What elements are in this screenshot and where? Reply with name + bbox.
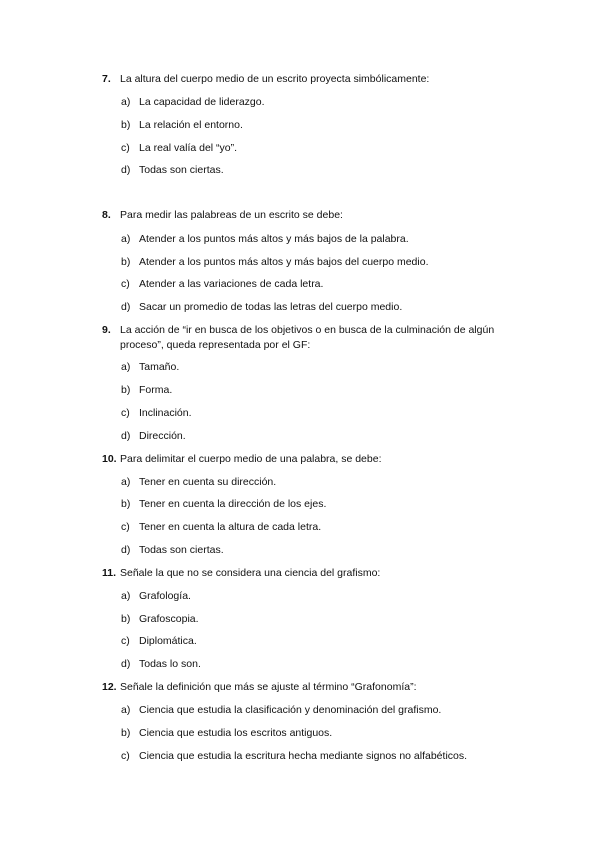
option-letter: a) bbox=[121, 233, 131, 245]
option-letter: a) bbox=[121, 476, 131, 488]
question-text: La altura del cuerpo medio de un escrito proyecta simbólicamente: bbox=[120, 73, 430, 85]
question-number: 8. bbox=[102, 209, 111, 221]
option-8a bbox=[121, 232, 521, 246]
option-text: Tener en cuenta su dirección. bbox=[139, 476, 277, 488]
option-letter: c) bbox=[121, 142, 130, 154]
option-letter: d) bbox=[121, 164, 131, 176]
option-text: Forma. bbox=[139, 384, 173, 396]
option-text: La real valía del “yo”. bbox=[139, 142, 238, 154]
option-letter: d) bbox=[121, 301, 131, 313]
option-text: Tener en cuenta la altura de cada letra. bbox=[139, 521, 322, 533]
question-9 bbox=[102, 323, 522, 353]
option-letter: c) bbox=[121, 521, 130, 533]
option-7a bbox=[121, 95, 521, 109]
option-8d bbox=[121, 300, 521, 314]
option-text: Todas son ciertas. bbox=[139, 544, 224, 556]
option-7b bbox=[121, 118, 521, 132]
option-letter: c) bbox=[121, 635, 130, 647]
option-text: Atender a las variaciones de cada letra. bbox=[139, 278, 324, 290]
option-letter: b) bbox=[121, 256, 131, 268]
question-number: 7. bbox=[102, 73, 111, 85]
option-9b bbox=[121, 383, 521, 397]
option-12b bbox=[121, 726, 521, 740]
question-text: Para medir las palabreas de un escrito se debe: bbox=[120, 209, 343, 221]
option-12c bbox=[121, 749, 521, 763]
option-letter: b) bbox=[121, 384, 131, 396]
option-text: Ciencia que estudia los escritos antiguos. bbox=[139, 727, 333, 739]
option-12a bbox=[121, 703, 521, 717]
option-9c bbox=[121, 406, 521, 420]
question-text: Señale la que no se considera una ciencia del grafismo: bbox=[120, 567, 381, 579]
question-number: 9. bbox=[102, 324, 111, 336]
option-letter: a) bbox=[121, 590, 131, 602]
option-text: Ciencia que estudia la clasificación y denominación del grafismo. bbox=[139, 704, 442, 716]
question-text: Para delimitar el cuerpo medio de una palabra, se debe: bbox=[120, 453, 382, 465]
question-number: 11. bbox=[102, 567, 117, 579]
option-11c bbox=[121, 634, 521, 648]
option-letter: b) bbox=[121, 727, 131, 739]
question-number: 10. bbox=[102, 453, 117, 465]
option-letter: c) bbox=[121, 750, 130, 762]
option-text: Tamaño. bbox=[139, 361, 180, 373]
option-letter: d) bbox=[121, 544, 131, 556]
option-text: Tener en cuenta la dirección de los ejes. bbox=[139, 498, 327, 510]
option-text: Grafoscopia. bbox=[139, 613, 199, 625]
option-9a bbox=[121, 360, 521, 374]
option-text: Ciencia que estudia la escritura hecha mediante signos no alfabéticos. bbox=[139, 750, 468, 762]
option-text: Sacar un promedio de todas las letras del cuerpo medio. bbox=[139, 301, 403, 313]
option-10a bbox=[121, 475, 521, 489]
option-letter: a) bbox=[121, 704, 131, 716]
question-12 bbox=[102, 680, 522, 695]
option-text: Todas lo son. bbox=[139, 658, 201, 670]
option-text: La capacidad de liderazgo. bbox=[139, 96, 265, 108]
question-text: La acción de “ir en busca de los objetivos o en busca de la culminación de algún proceso”, queda representada por el GF: bbox=[120, 324, 495, 351]
option-7c bbox=[121, 141, 521, 155]
option-letter: c) bbox=[121, 278, 130, 290]
option-10c bbox=[121, 520, 521, 534]
option-10d bbox=[121, 543, 521, 557]
question-8 bbox=[102, 208, 522, 223]
option-8c bbox=[121, 277, 521, 291]
question-11 bbox=[102, 566, 522, 581]
option-text: La relación el entorno. bbox=[139, 119, 243, 131]
option-8b bbox=[121, 255, 521, 269]
option-letter: d) bbox=[121, 430, 131, 442]
option-text: Atender a los puntos más altos y más bajos del cuerpo medio. bbox=[139, 256, 429, 268]
question-number: 12. bbox=[102, 681, 117, 693]
option-10b bbox=[121, 497, 521, 511]
option-letter: b) bbox=[121, 498, 131, 510]
option-letter: a) bbox=[121, 361, 131, 373]
option-text: Dirección. bbox=[139, 430, 186, 442]
option-text: Grafología. bbox=[139, 590, 191, 602]
option-text: Todas son ciertas. bbox=[139, 164, 224, 176]
question-10 bbox=[102, 452, 522, 467]
option-letter: c) bbox=[121, 407, 130, 419]
option-11a bbox=[121, 589, 521, 603]
question-7 bbox=[102, 72, 522, 87]
option-text: Inclinación. bbox=[139, 407, 192, 419]
option-letter: b) bbox=[121, 119, 131, 131]
option-11b bbox=[121, 612, 521, 626]
option-9d bbox=[121, 429, 521, 443]
option-11d bbox=[121, 657, 521, 671]
option-text: Diplomática. bbox=[139, 635, 197, 647]
option-letter: d) bbox=[121, 658, 131, 670]
option-letter: b) bbox=[121, 613, 131, 625]
option-text: Atender a los puntos más altos y más bajos de la palabra. bbox=[139, 233, 409, 245]
option-letter: a) bbox=[121, 96, 131, 108]
question-text: Señale la definición que más se ajuste al término “Grafonomía”: bbox=[120, 681, 417, 693]
option-7d bbox=[121, 163, 521, 177]
